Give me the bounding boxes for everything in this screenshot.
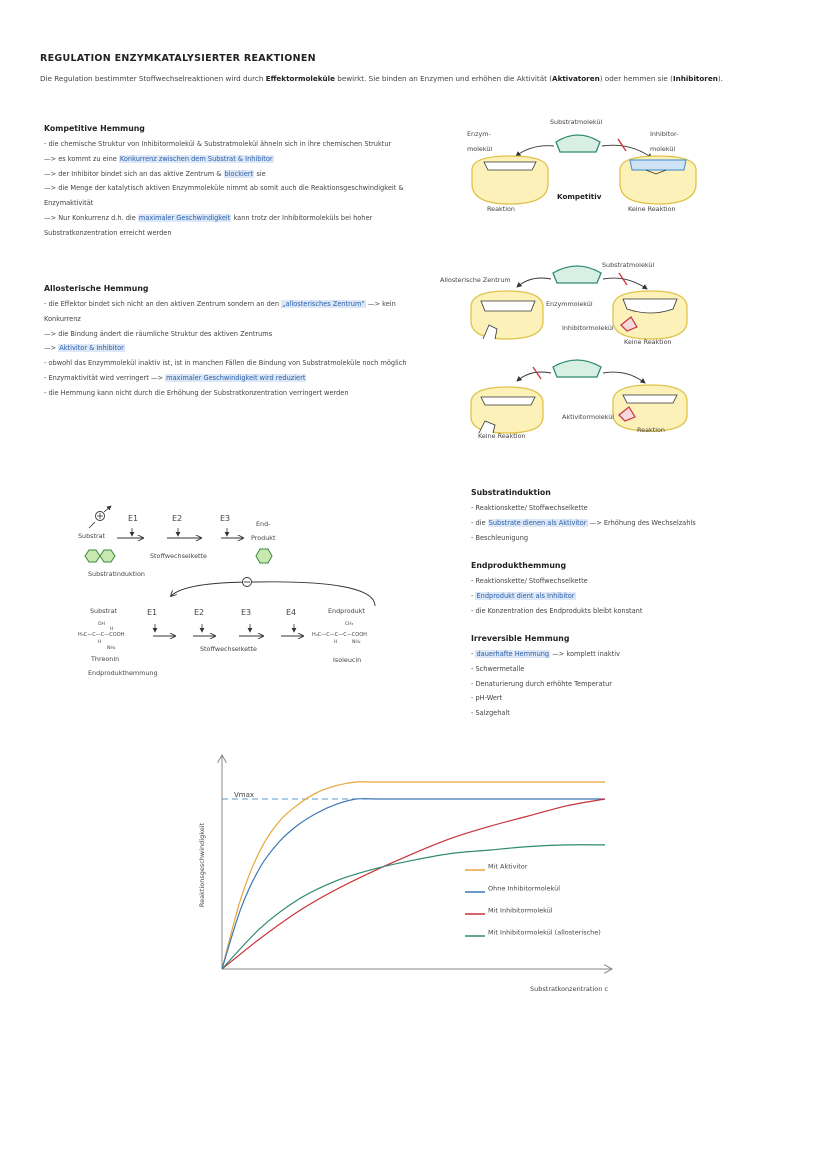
induction-heading: Substratinduktion <box>471 488 551 497</box>
intro-text: Die Regulation bestimmter Stoffwechselreaktionen wird durch Effektormoleküle bewirkt. Sie binden an Enzymen und erhöhen die Aktivität (Aktivatoren) oder hemmen sie (Inhibitoren). <box>40 74 723 83</box>
endproduct-heading: Endprodukthemmung <box>471 561 567 570</box>
endproduct-list: - Reaktionskette/ Stoffwechselkette - Endprodukt dient als Inhibitor - die Konzentration des Endprodukts bleibt konstant <box>471 577 643 615</box>
y-axis-label: Reaktionsgeschwindigkeit <box>198 822 206 908</box>
allosteric-text: - die Effektor bindet sich nicht an den aktiven Zentrum sondern an den „allosterisches Zentrum“ —> kein Konkurrenz —> die Bindung ändert die räumliche Struktur des aktiven Zentrums —> Aktivitor & Inhibitor - obwohl das Enzymmolekül inaktiv ist, ist in manchen Fällen die Bindung von Substratmoleküle noch möglich - Enzymaktivität wird verringert —> maximaler Geschwindigkeit wird reduziert - die Hemmung kann nicht durch die Erhöhung der Substratkonzentration verringert werden <box>44 300 407 397</box>
induction-list: - Reaktionskette/ Stoffwechselkette - die Substrate dienen als Aktivitor —> Erhöhung des Wechselzahls - Beschleunigung <box>471 504 696 542</box>
irreversible-heading: Irreversible Hemmung <box>471 634 570 643</box>
legend-label-1: Ohne Inhibitormolekül <box>488 884 561 893</box>
competitive-text: - die chemische Struktur von Inhibitormolekül & Substratmolekül ähneln sich in ihre chemischen Struktur —> es kommt zu eine Konkurrenz zwischen dem Substrat & Inhibitor —> der Inhibitor bindet sich an das aktive Zentrum & blockiert sie —> die Menge der katalytisch aktiven Enzymmoleküle nimmt ab somit auch die Reaktionsgeschwindigkeit & Enzymaktivität —> Nur Konkurrenz d.h. die maximaler Geschwindigkeit kann trotz der Inhibitormoleküls bei hoher Substratkonzentration erreicht werden <box>44 140 404 237</box>
page-title: REGULATION ENZYMKATALYSIERTER REAKTIONEN <box>40 53 316 64</box>
allosteric-heading: Allosterische Hemmung <box>44 284 149 293</box>
inhibitor-shape <box>630 160 686 170</box>
series-line-0 <box>222 782 605 969</box>
legend-label-0: Mit Aktivitor <box>488 862 528 871</box>
legend-label-2: Mit Inhibitormolekül <box>488 906 553 915</box>
competitive-heading: Kompetitive Hemmung <box>44 124 145 133</box>
legend-label-3: Mit Inhibitormolekül (allosterische) <box>488 928 601 937</box>
substrate-shape <box>556 135 600 152</box>
velocity-chart <box>180 745 640 1005</box>
irreversible-list: - dauerhafte Hemmung —> komplett inaktiv - Schwermetalle - Denaturierung durch erhöhte Temperatur - pH-Wert - Salzgehalt <box>471 650 620 718</box>
vmax-label: Vmax <box>234 791 255 799</box>
x-axis-label: Substratkonzentration c <box>530 985 608 993</box>
